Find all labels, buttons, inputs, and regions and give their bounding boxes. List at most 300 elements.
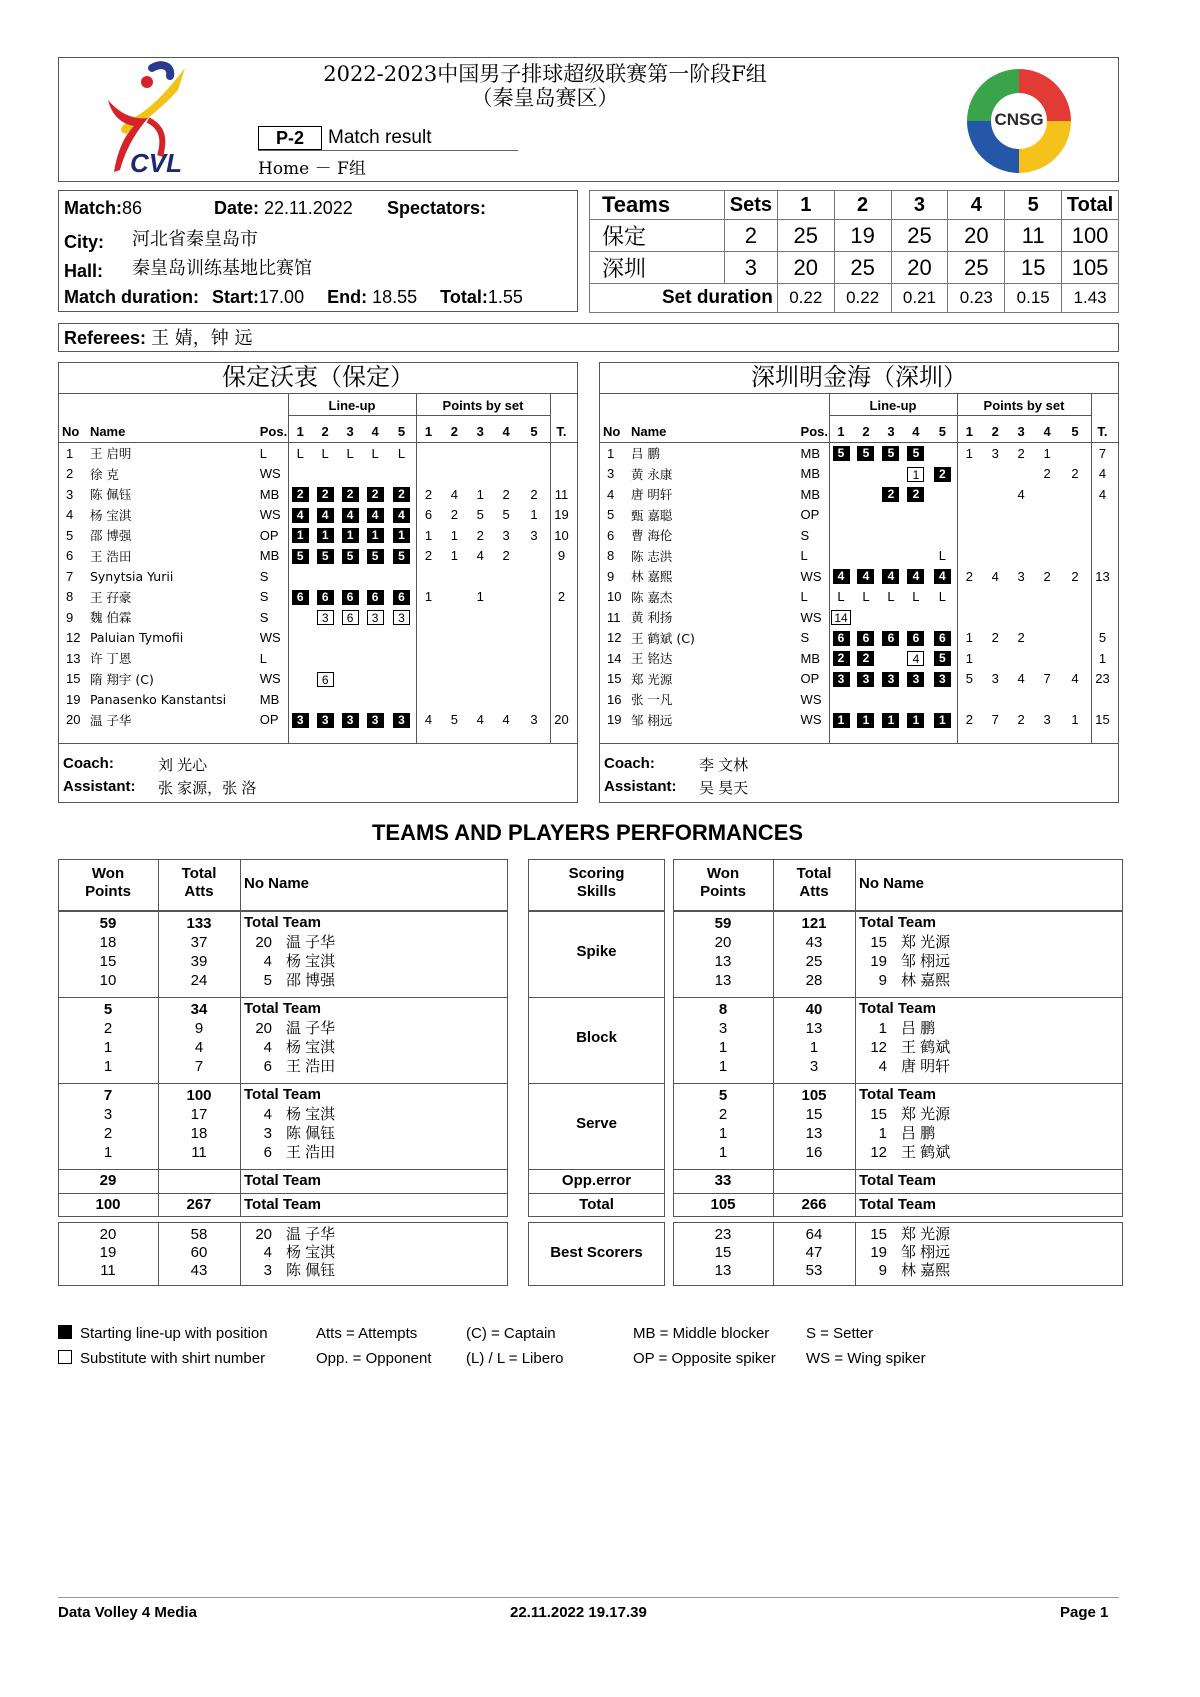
best-atts: 58 [190, 1226, 208, 1243]
starting-position-badge: 6 [393, 590, 410, 605]
player-won: 13 [714, 972, 732, 989]
set-score: 20 [891, 252, 948, 284]
starting-position-badge: 2 [317, 487, 334, 502]
player-no: 5 [263, 972, 272, 989]
set-points [441, 566, 467, 587]
player-name: 王 启明 [89, 446, 132, 462]
set-points: 1 [476, 486, 484, 502]
lineup-cell [854, 443, 879, 464]
player-name: 许 丁恩 [89, 651, 132, 667]
set-points: 5 [450, 712, 458, 728]
lineup-cell [878, 464, 903, 485]
starting-position-badge: 2 [934, 467, 951, 482]
lineup-cell [363, 546, 388, 567]
lineup-cell [903, 587, 928, 608]
lineup-cell [313, 710, 338, 731]
lineup-cell [928, 648, 956, 669]
sets-header: Sets [725, 191, 778, 220]
set-points [493, 464, 519, 485]
libero-mark: L [938, 589, 946, 605]
player-name: 郑 光源 [901, 934, 951, 951]
set-points [982, 689, 1008, 710]
match-line [64, 197, 142, 219]
lineup-cell [829, 710, 854, 731]
lineup-cell [288, 505, 313, 526]
best-name: 郑 光源 [901, 1226, 951, 1243]
best-name: 杨 宝淇 [286, 1244, 336, 1261]
player-pos: S [259, 568, 269, 584]
player-pos: WS [259, 630, 281, 646]
scoring-skills-header: Scoring Skills [568, 865, 625, 900]
set-points [415, 443, 441, 464]
team-name: 深圳 [590, 252, 725, 284]
player-no: 15 [66, 671, 81, 687]
footer-divider [58, 743, 578, 744]
set-points: 2 [1043, 568, 1051, 584]
team-atts: 40 [805, 1001, 823, 1018]
total-points: 2 [557, 589, 566, 605]
player-atts: 43 [805, 934, 823, 951]
player-atts: 11 [191, 1144, 207, 1161]
lineup-cell [878, 669, 903, 690]
set-points: 2 [1017, 712, 1025, 728]
lineup-cell [878, 628, 903, 649]
lineup-cell [829, 484, 854, 505]
header-subtitle: （秦皇岛赛区） [471, 86, 619, 110]
set-points: 2 [1043, 466, 1051, 482]
total-atts-value: 267 [186, 1196, 212, 1213]
set-points [441, 443, 467, 464]
player-won: 1 [103, 1058, 113, 1075]
date-line [214, 197, 353, 219]
lineup-cell [854, 689, 879, 710]
best-no: 20 [255, 1226, 272, 1243]
score-row-home [590, 220, 1119, 252]
substitute-badge: 1 [907, 467, 924, 482]
substitute-badge: 3 [367, 610, 384, 625]
player-row [62, 484, 574, 505]
player-row [603, 546, 1115, 567]
legend-opp: Opp. = Opponent [316, 1350, 432, 1367]
player-no: 2 [66, 466, 74, 482]
footer-timestamp: 22.11.2022 19.17.39 [510, 1604, 647, 1621]
player-no: 5 [607, 507, 615, 523]
footer-divider [599, 743, 1119, 744]
lineup-cell [829, 648, 854, 669]
assistant-names: 吴 昊天 [699, 780, 749, 797]
lineup-cell [338, 710, 363, 731]
player-no: 14 [607, 650, 622, 666]
row-divider [58, 1169, 508, 1170]
lineup-cell [903, 546, 928, 567]
lineup-cell [854, 546, 879, 567]
total-time: 1.55 [487, 287, 523, 307]
set-points [493, 628, 519, 649]
score-table [589, 190, 1119, 313]
player-name: Synytsia Yurii [89, 568, 174, 584]
player-name: 陈 佩钰 [89, 487, 132, 503]
set-points: 1 [476, 589, 484, 605]
player-pos: OP [259, 527, 279, 543]
lineup-cell [338, 587, 363, 608]
player-no: 19 [870, 953, 887, 970]
player-no: 1 [878, 1020, 887, 1037]
best-no: 19 [870, 1244, 887, 1261]
libero-mark: L [862, 589, 870, 605]
player-name: 王 鹤斌 [901, 1144, 951, 1161]
lineup-cell [338, 525, 363, 546]
lineup-set-header: 4 [371, 423, 379, 439]
lineup-cell [903, 710, 928, 731]
set-points: 1 [450, 527, 458, 543]
lineup-cell [363, 669, 388, 690]
player-row [62, 546, 574, 567]
pts-set-header: 1 [965, 423, 973, 439]
points-by-set-header: Points by set [442, 398, 524, 413]
set-points [519, 587, 549, 608]
starting-position-badge: 1 [292, 528, 309, 543]
player-name: 王 鹤斌 (C) [630, 630, 695, 646]
player-no: 15 [870, 1106, 887, 1123]
total-label: Total [579, 1196, 614, 1213]
block-divider [673, 1083, 1123, 1084]
set-points [415, 648, 441, 669]
player-atts: 18 [190, 1125, 208, 1142]
player-row [603, 443, 1115, 464]
player-pos: MB [800, 650, 821, 666]
set-points: 4 [991, 568, 999, 584]
best-no: 3 [263, 1262, 272, 1279]
set-points: 2 [1017, 445, 1025, 461]
set-points: 4 [502, 712, 510, 728]
starting-position-badge: 3 [317, 713, 334, 728]
total-points: 4 [1098, 466, 1107, 482]
player-won: 2 [103, 1125, 113, 1142]
player-name: 杨 宝淇 [286, 1106, 336, 1123]
player-name: 王 鹤斌 [901, 1039, 951, 1056]
set-points [519, 464, 549, 485]
player-pos: L [259, 650, 267, 666]
best-scorers-label: Best Scorers [550, 1244, 643, 1261]
set-4-header: 4 [948, 191, 1005, 220]
start-time: 17.00 [259, 287, 305, 307]
starting-position-badge: 5 [934, 651, 951, 666]
starting-position-badge: 4 [833, 569, 850, 584]
starting-position-badge: 3 [833, 672, 850, 687]
player-no: 20 [255, 934, 272, 951]
set-score: 25 [948, 252, 1005, 284]
set-points [415, 628, 441, 649]
player-no: 6 [263, 1144, 272, 1161]
lineup-cell [903, 607, 928, 628]
player-row [62, 525, 574, 546]
team-total: 105 [1062, 252, 1119, 284]
team-atts: 34 [190, 1001, 208, 1018]
lineup-cell [313, 566, 338, 587]
player-pos: WS [259, 671, 281, 687]
set-points [982, 587, 1008, 608]
set-points: 4 [1017, 671, 1025, 687]
starting-position-badge: 1 [317, 528, 334, 543]
match-date: 22.11.2022 [264, 198, 353, 218]
starting-position-badge: 4 [342, 508, 359, 523]
set-score: 25 [834, 252, 891, 284]
total-points: 1 [1098, 650, 1107, 666]
player-pos: MB [259, 486, 280, 502]
set-points [1034, 648, 1060, 669]
starting-position-badge: 6 [907, 631, 924, 646]
player-won: 18 [99, 934, 117, 951]
lineup-cell [388, 484, 416, 505]
set-points [1034, 689, 1060, 710]
lineup-cell [338, 484, 363, 505]
player-no: 4 [263, 1106, 272, 1123]
lineup-cell [829, 443, 854, 464]
player-row [603, 648, 1115, 669]
starting-position-badge: 3 [292, 713, 309, 728]
starting-position-badge: 5 [907, 446, 924, 461]
set-points: 4 [424, 712, 433, 728]
match-no: 86 [122, 198, 143, 218]
col-divider [855, 911, 856, 1217]
starting-position-badge: 1 [857, 713, 874, 728]
set-1-header: 1 [777, 191, 834, 220]
set-points: 2 [965, 712, 973, 728]
total-points: 13 [1095, 568, 1110, 584]
lineup-cell [878, 648, 903, 669]
lineup-cell [903, 669, 928, 690]
score-row-away [590, 252, 1119, 284]
lineup-cell [388, 689, 416, 710]
player-name: 杨 宝淇 [89, 507, 132, 523]
referees-line [64, 327, 253, 350]
starting-position-badge: 3 [857, 672, 874, 687]
pts-set-header: 3 [1017, 423, 1025, 439]
set-points: 2 [530, 486, 538, 502]
player-no: 4 [878, 1058, 887, 1075]
set-points [441, 628, 467, 649]
player-no: 20 [66, 712, 81, 728]
lineup-cell [854, 710, 879, 731]
lineup-cell [388, 546, 416, 567]
lineup-cell [829, 505, 854, 526]
won-points-header: Won Points [700, 865, 746, 900]
lineup-cell [878, 484, 903, 505]
team-atts: 121 [801, 915, 827, 932]
set-points [1060, 689, 1090, 710]
libero-mark: L [397, 445, 406, 461]
player-atts: 16 [805, 1144, 823, 1161]
player-won: 1 [103, 1144, 113, 1161]
lineup-cell [338, 669, 363, 690]
roster-header-row [62, 419, 574, 443]
player-name: 邹 栩远 [630, 712, 673, 728]
set-points [1060, 628, 1090, 649]
set-points [982, 505, 1008, 526]
set-duration: 0.23 [948, 284, 1005, 313]
lineup-header: Line-up [869, 398, 917, 413]
set-points: 2 [1017, 630, 1025, 646]
best-atts: 60 [190, 1244, 208, 1261]
starting-position-badge: 4 [882, 569, 899, 584]
lineup-cell [878, 607, 903, 628]
libero-mark: L [371, 445, 379, 461]
set-points [441, 607, 467, 628]
best-name: 邹 栩远 [901, 1244, 951, 1261]
lineup-cell [338, 566, 363, 587]
player-name: 魏 伯霖 [89, 610, 132, 626]
set-3-header: 3 [891, 191, 948, 220]
set-points [1034, 607, 1060, 628]
player-won: 3 [718, 1020, 728, 1037]
player-row [603, 566, 1115, 587]
set-points [1034, 484, 1060, 505]
lineup-cell [903, 505, 928, 526]
set-points: 4 [450, 486, 458, 502]
header-title: 2022-2023中国男子排球超级联赛第一阶段F组 [323, 62, 767, 86]
best-won: 13 [714, 1262, 732, 1279]
player-pos: S [800, 527, 810, 543]
player-name: 吕 鹏 [901, 1020, 936, 1037]
player-row [62, 607, 574, 628]
player-no: 12 [870, 1144, 887, 1161]
player-atts: 7 [194, 1058, 204, 1075]
total-team-label: Total Team [859, 1086, 936, 1103]
player-no: 6 [263, 1058, 272, 1075]
libero-mark: L [887, 589, 895, 605]
set-points: 1 [530, 507, 538, 523]
set-points: 3 [530, 527, 538, 543]
lineup-cell [363, 587, 388, 608]
set-points: 2 [502, 548, 510, 564]
lineup-cell [854, 505, 879, 526]
lineup-cell [928, 607, 956, 628]
lineup-cell [388, 566, 416, 587]
player-atts: 9 [194, 1020, 204, 1037]
set-points: 3 [991, 671, 999, 687]
player-no: 15 [607, 671, 622, 687]
set-duration-row [590, 284, 1119, 313]
player-name: 邵 博强 [286, 972, 336, 989]
player-row [62, 443, 574, 464]
lineup-cell [829, 546, 854, 567]
player-name: 林 嘉熙 [630, 569, 673, 585]
player-name: 黄 利扬 [630, 610, 673, 626]
opp-error-label: Opp.error [561, 1172, 632, 1189]
set-score: 11 [1005, 220, 1062, 252]
player-row [603, 669, 1115, 690]
starting-position-badge: 2 [857, 651, 874, 666]
set-points: 3 [1043, 712, 1051, 728]
best-no: 15 [870, 1226, 887, 1243]
lineup-cell [854, 464, 879, 485]
col-divider [240, 1222, 241, 1286]
assistant-label: Assistant: [63, 778, 136, 795]
total-atts-header: Total Atts [181, 865, 217, 900]
player-name: 陈 志洪 [630, 548, 673, 564]
lineup-cell [928, 484, 956, 505]
total-points: 19 [554, 507, 569, 523]
lineup-set-header: 2 [862, 423, 870, 439]
player-atts: 39 [190, 953, 208, 970]
player-pos: L [259, 445, 267, 461]
set-5-header: 5 [1005, 191, 1062, 220]
total-team-label: Total Team [859, 1172, 936, 1189]
libero-mark: L [346, 445, 354, 461]
player-no: 1 [607, 445, 615, 461]
total-points [549, 669, 574, 690]
cvl-logo-text: CVL [130, 148, 182, 178]
lineup-cell [878, 710, 903, 731]
block-divider [528, 1083, 665, 1084]
set-points [1034, 587, 1060, 608]
player-pos: OP [800, 671, 820, 687]
lineup-cell [338, 628, 363, 649]
lineup-cell [854, 587, 879, 608]
player-atts: 13 [805, 1020, 823, 1037]
player-name: 杨 宝淇 [286, 953, 336, 970]
set-points: 2 [991, 630, 999, 646]
lineup-cell [313, 689, 338, 710]
set-points [1034, 505, 1060, 526]
team-name: 深圳明金海（深圳） [751, 363, 967, 391]
set-points [493, 669, 519, 690]
team-atts: 105 [801, 1087, 827, 1104]
best-atts: 64 [805, 1226, 823, 1243]
player-name: Paluian Tymofii [89, 630, 184, 646]
total-points [1090, 525, 1115, 546]
set-duration-total: 1.43 [1062, 284, 1119, 313]
phase-label: Home － F组 [258, 150, 518, 179]
total-team-label: Total Team [244, 914, 321, 931]
team-name: 保定沃衷（保定） [222, 363, 414, 391]
starting-position-badge: 5 [833, 446, 850, 461]
best-no: 4 [263, 1244, 272, 1261]
block-divider [58, 997, 508, 998]
starting-position-badge: 6 [342, 590, 359, 605]
no-name-header: No Name [244, 875, 310, 892]
lineup-cell [878, 546, 903, 567]
total-points [1090, 546, 1115, 567]
lineup-cell [288, 546, 313, 567]
set-points: 1 [965, 445, 973, 461]
player-row [603, 505, 1115, 526]
set-points [467, 464, 493, 485]
lineup-set-header: 2 [321, 423, 329, 439]
player-row [603, 710, 1115, 731]
lineup-cell [363, 566, 388, 587]
total-header: Total [1062, 191, 1119, 220]
total-team-label: Total Team [244, 1172, 321, 1189]
set-points [1060, 648, 1090, 669]
player-row [62, 669, 574, 690]
player-name: 王 浩田 [286, 1058, 336, 1075]
player-name: 陈 嘉杰 [630, 589, 673, 605]
set-points [1060, 484, 1090, 505]
player-name: 隋 翔宇 (C) [89, 671, 154, 687]
player-no: 19 [607, 712, 622, 728]
set-points [956, 546, 982, 567]
set-points [441, 669, 467, 690]
lineup-cell [313, 669, 338, 690]
opp-error-value: 33 [714, 1172, 732, 1189]
lineup-cell [338, 689, 363, 710]
lineup-cell [288, 669, 313, 690]
lineup-cell [288, 525, 313, 546]
set-points [1060, 546, 1090, 567]
set-points [1008, 546, 1034, 567]
total-points: 10 [554, 527, 569, 543]
